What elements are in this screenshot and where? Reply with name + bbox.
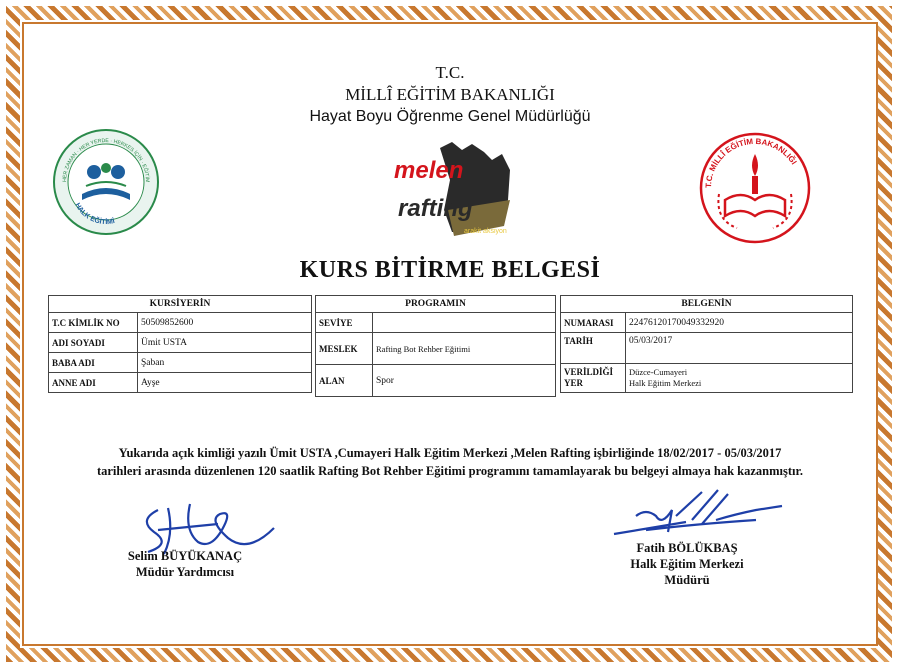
- logo-rafting-text: rafting: [398, 195, 473, 222]
- left-signatory-name: Selim BÜYÜKANAÇ: [127, 549, 243, 563]
- table-row: [316, 313, 556, 333]
- table-row: [49, 333, 312, 353]
- table-row: [49, 313, 312, 333]
- belge-table: [560, 295, 853, 393]
- halk-egitimi-logo: [52, 128, 160, 236]
- table-row: [316, 365, 556, 397]
- body-line-1: Yukarıda açık kimliği yazılı Ümit USTA ,Cumayeri Halk Eğitim Merkezi ,Melen Rafting işbirliğinde 18/02/2017 - 05/03/2017: [118, 446, 782, 460]
- program-value: Rafting Bot Rehber Eğitimi: [373, 333, 556, 365]
- belge-value: 05/03/2017: [626, 333, 853, 364]
- kursiyer-value: Ümit USTA: [138, 333, 312, 353]
- kursiyer-value: 50509852600: [138, 313, 312, 333]
- table-row: [561, 313, 853, 333]
- meb-logo: [697, 124, 813, 246]
- header-tc: T.C.: [435, 63, 465, 82]
- belge-label: NUMARASI: [561, 313, 626, 333]
- right-signatory-name: Fatih BÖLÜKBAŞ: [636, 541, 738, 555]
- kursiyer-label: BABA ADI: [49, 353, 138, 373]
- right-signature: [606, 486, 786, 546]
- kursiyer-label: ANNE ADI: [49, 373, 138, 393]
- left-signatory: [100, 548, 270, 580]
- kursiyer-label: T.C KİMLİK NO: [49, 313, 138, 333]
- belge-value: 22476120170049332920: [626, 313, 853, 333]
- table-row: [49, 353, 312, 373]
- belge-place-line2: Halk Eğitim Merkezi: [629, 378, 702, 388]
- kursiyer-table: [48, 295, 312, 393]
- program-value: [373, 313, 556, 333]
- melen-rafting-logo: [392, 140, 518, 244]
- ministry-header: [0, 62, 900, 128]
- left-logo-top-text: HER ZAMAN · HER YERDE · HERKES İÇİN · EĞİTİM: [61, 137, 151, 183]
- belge-value: [626, 364, 853, 393]
- certificate-title: KURS BİTİRME BELGESİ: [299, 257, 601, 283]
- program-table: [315, 295, 556, 397]
- belge-place-line1: Düzce-Cumayeri: [629, 367, 688, 377]
- table-row: [316, 333, 556, 365]
- kursiyer-header: KURSİYERİN: [49, 296, 312, 313]
- table-row: [49, 373, 312, 393]
- left-logo-bottom-text: HALK EĞİTİMİ: [73, 202, 116, 227]
- table-row: [561, 364, 853, 393]
- certificate-body: [22, 444, 878, 480]
- belge-label: TARİH: [561, 333, 626, 364]
- right-logo-text: T.C. MİLLÎ EĞİTİM BAKANLIĞI: [703, 136, 799, 189]
- table-row: [561, 333, 853, 364]
- kursiyer-label: ADI SOYADI: [49, 333, 138, 353]
- left-signatory-title: Müdür Yardımcısı: [135, 565, 235, 579]
- right-signatory-title2: Müdürü: [664, 573, 710, 587]
- belge-header: BELGENİN: [561, 296, 853, 313]
- body-line-2: tarihleri arasında düzenlenen 120 saatlik Rafting Bot Rehber Eğitimi programını tamamlayarak bu belgeyi almaya hak kazanmıştır.: [96, 464, 804, 478]
- program-label: MESLEK: [316, 333, 373, 365]
- logo-melen-text: melen: [394, 157, 464, 184]
- kursiyer-value: Ayşe: [138, 373, 312, 393]
- program-header: PROGRAMIN: [316, 296, 556, 313]
- right-signatory-title1: Halk Eğitim Merkezi: [630, 557, 744, 571]
- header-directorate: Hayat Boyu Öğrenme Genel Müdürlüğü: [309, 108, 591, 125]
- header-ministry: MİLLÎ EĞİTİM BAKANLIĞI: [345, 85, 555, 104]
- program-value: Spor: [373, 365, 556, 397]
- logo-small-text: arakit aksiyon: [464, 228, 507, 235]
- kursiyer-value: Şaban: [138, 353, 312, 373]
- right-signatory: [612, 540, 762, 588]
- program-label: SEVİYE: [316, 313, 373, 333]
- belge-label: VERİLDİĞİ YER: [561, 364, 626, 393]
- program-label: ALAN: [316, 365, 373, 397]
